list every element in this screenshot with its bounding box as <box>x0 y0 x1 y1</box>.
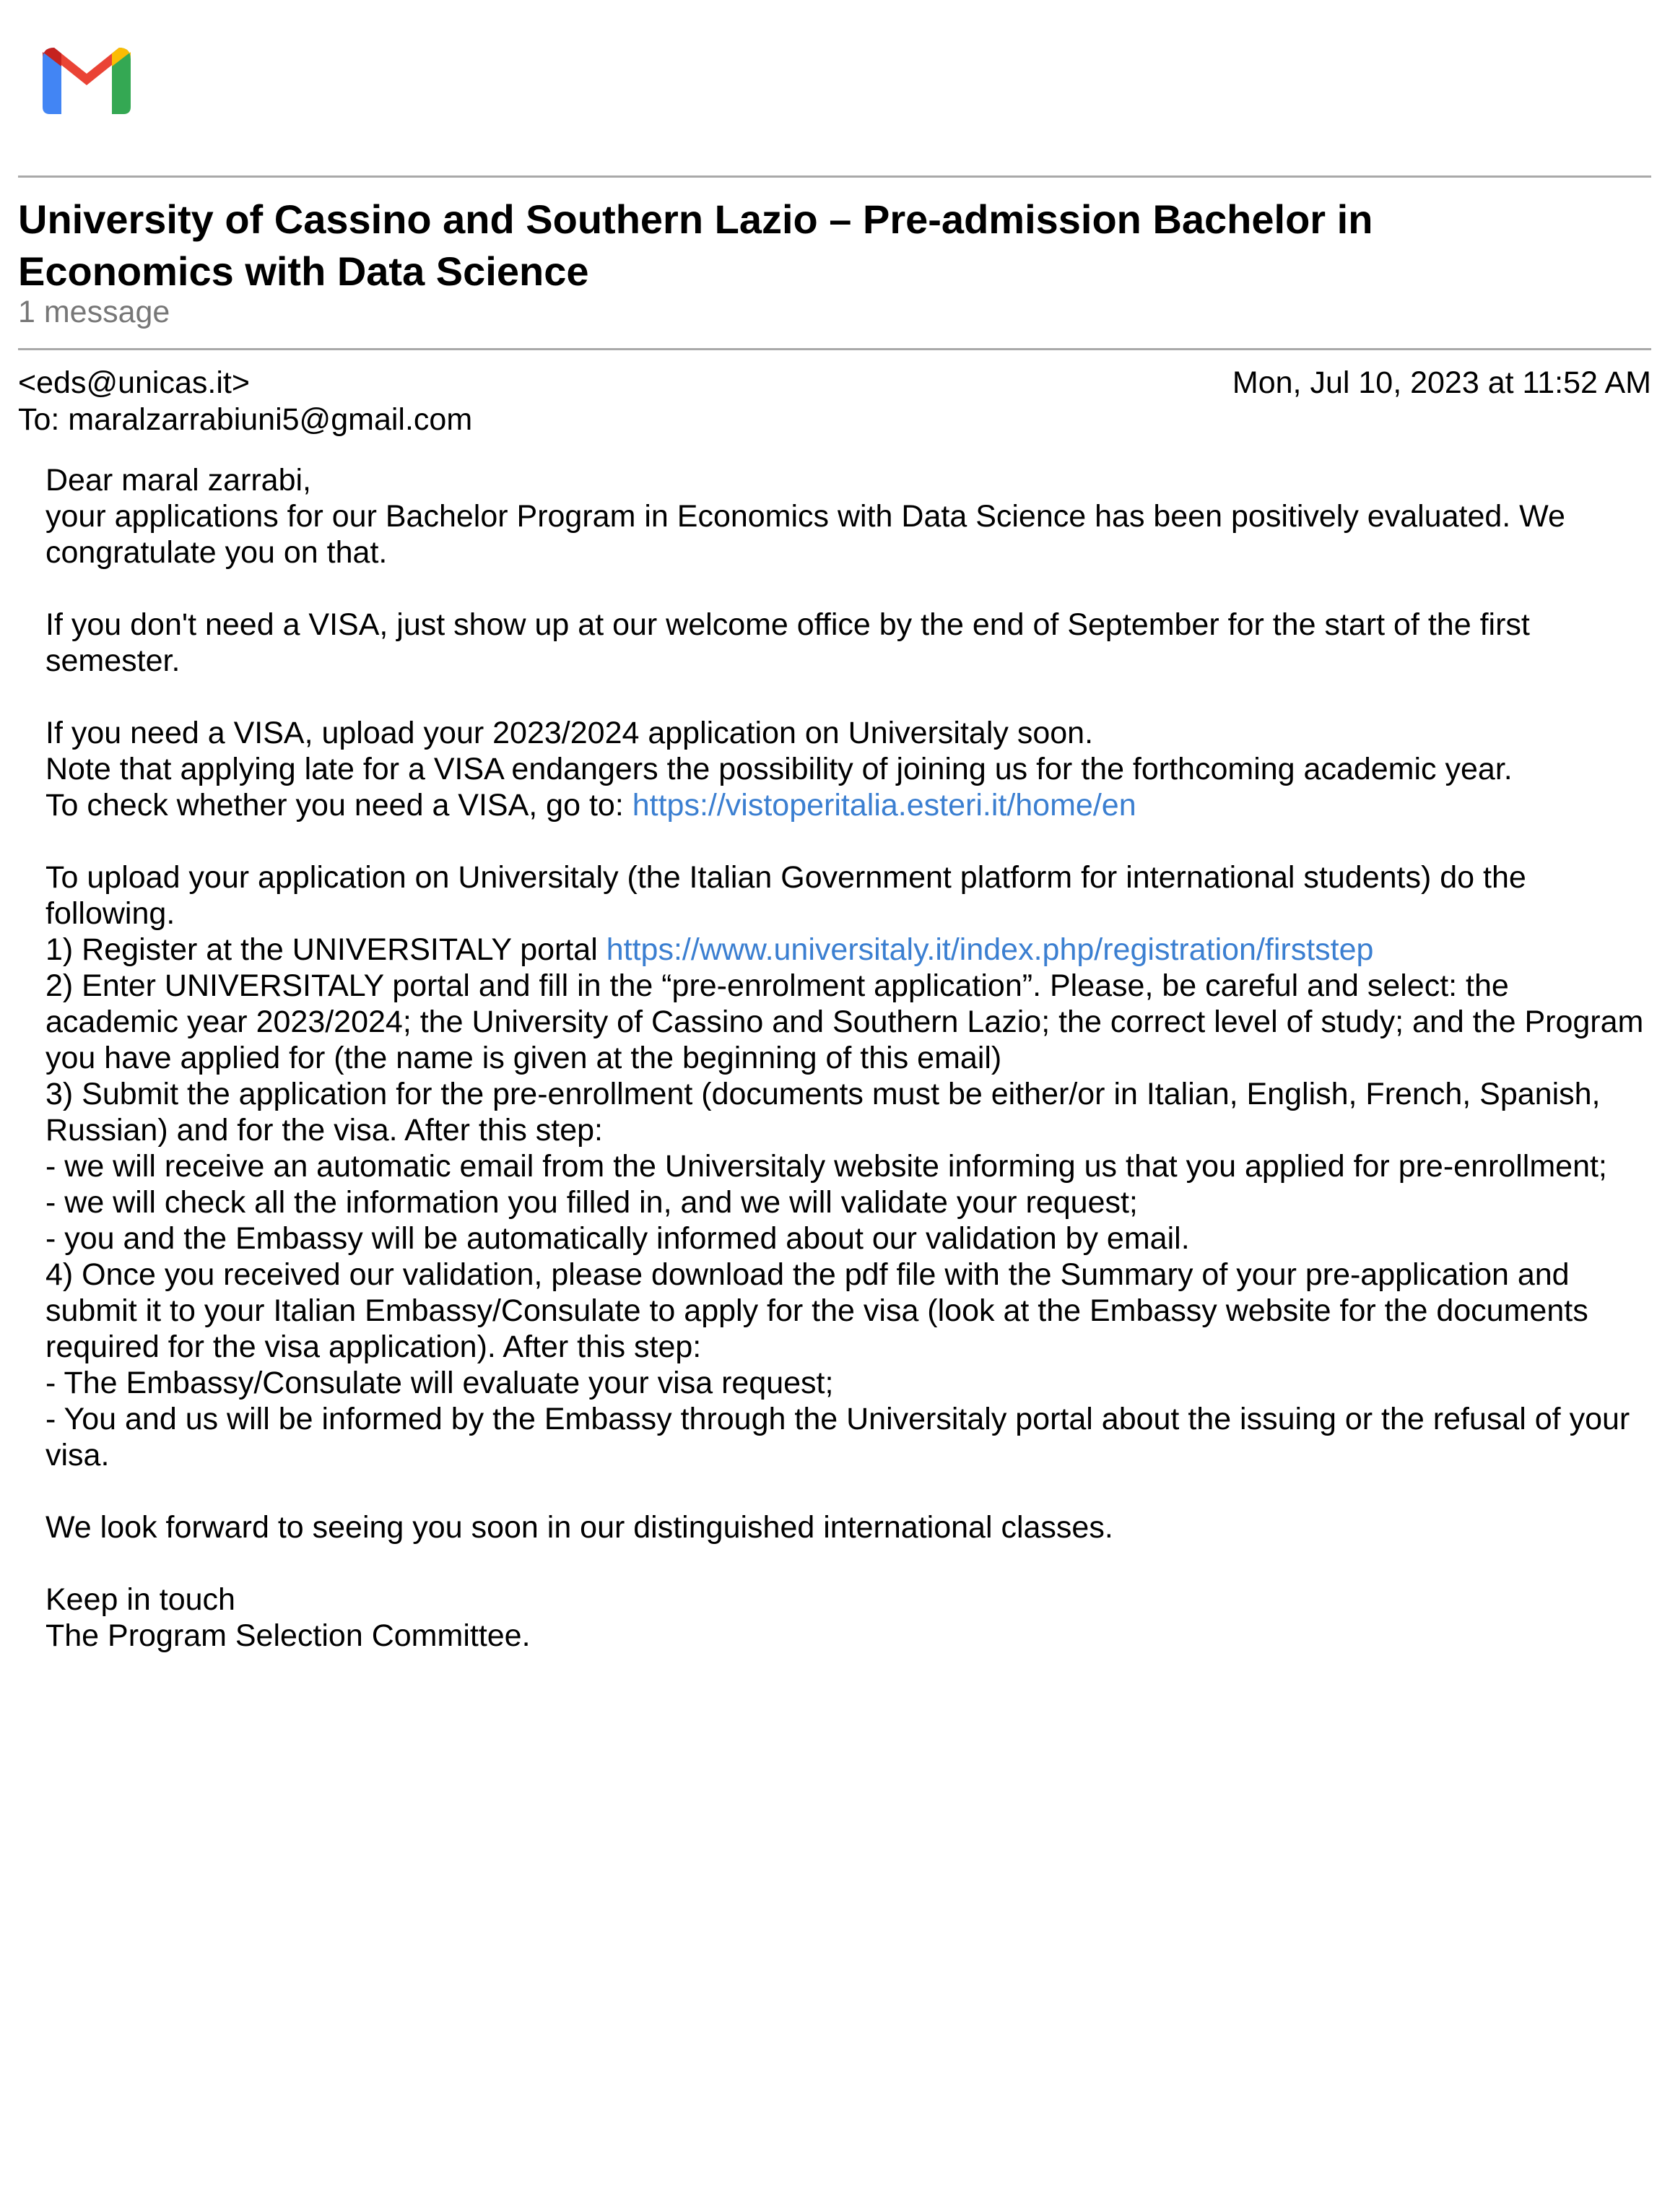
message-count: 1 message <box>18 295 170 329</box>
greeting: Dear maral zarrabi, <box>45 463 311 498</box>
message-date: Mon, Jul 10, 2023 at 11:52 AM <box>1232 365 1651 400</box>
steps-intro: To upload your application on Universitaly (the Italian Government platform for international students) do the following. <box>45 860 1526 931</box>
sender-address: <eds@unicas.it> <box>18 365 250 400</box>
message-body <box>45 462 1648 1690</box>
paragraph-no-visa: If you don't need a VISA, just show up at our welcome office by the end of September for the start of the first semester. <box>45 607 1530 678</box>
step-3: 3) Submit the application for the pre-enrollment (documents must be either/or in Italian, English, French, Spanish, Russian) and for the visa. After this step: <box>45 1077 1601 1148</box>
step-4: 4) Once you received our validation, please download the pdf file with the Summary of your pre-application and submit it to your Italian Embassy/Consulate to apply for the visa (look at the Embassy website for the documents required for the visa application). After this step: <box>45 1257 1588 1364</box>
recipient-line: To: maralzarrabiuni5@gmail.com <box>18 402 473 437</box>
visa-upload-line: If you need a VISA, upload your 2023/2024 application on Universitaly soon. <box>45 716 1094 750</box>
step-3-bullet: - we will check all the information you filled in, and we will validate your request; <box>45 1185 1138 1220</box>
subject-divider <box>18 348 1651 350</box>
greeting-paragraph <box>45 462 1648 571</box>
step-4-bullet: - You and us will be informed by the Embassy through the Universitaly portal about the issuing or the refusal of your visa. <box>45 1402 1630 1473</box>
step-3-bullet: - we will receive an automatic email from the Universitaly website informing us that you applied for pre-enrollment; <box>45 1149 1607 1184</box>
signoff <box>45 1582 1648 1654</box>
step-1 <box>45 932 1648 968</box>
header-divider <box>18 175 1651 178</box>
signature: The Program Selection Committee. <box>45 1618 531 1653</box>
paragraph-evaluation: your applications for our Bachelor Program in Economics with Data Science has been positively evaluated. We congratulate you on that. <box>45 499 1565 570</box>
paragraph-steps <box>45 859 1648 1473</box>
step-4-bullet: - The Embassy/Consulate will evaluate your visa request; <box>45 1366 834 1400</box>
step-3-bullet: - you and the Embassy will be automatically informed about our validation by email. <box>45 1221 1190 1256</box>
visa-late-line: Note that applying late for a VISA endangers the possibility of joining us for the forthcoming academic year. <box>45 752 1513 786</box>
closing: Keep in touch <box>45 1582 235 1617</box>
email-subject: University of Cassino and Southern Lazio – Pre-admission Bachelor in Economics with Data Science <box>18 196 1373 294</box>
visa-check-line <box>45 787 1648 823</box>
step-2: 2) Enter UNIVERSITALY portal and fill in the “pre-enrolment application”. Please, be careful and select: the academic year 2023/2024; the University of Cassino and Southern Lazio; the correct level of study; and the Program you have applied for (the name is given at the beginning of this email) <box>45 968 1644 1075</box>
universitaly-registration-link[interactable]: https://www.universitaly.it/index.php/registration/firststep <box>606 932 1374 967</box>
visa-link[interactable]: https://vistoperitalia.esteri.it/home/en <box>632 788 1136 823</box>
step-1-text: 1) Register at the UNIVERSITALY portal <box>45 932 606 967</box>
visa-check-text: To check whether you need a VISA, go to: <box>45 788 632 823</box>
gmail-logo-icon <box>40 45 134 117</box>
paragraph-visa <box>45 715 1648 823</box>
paragraph-look-forward: We look forward to seeing you soon in our distinguished international classes. <box>45 1510 1113 1545</box>
